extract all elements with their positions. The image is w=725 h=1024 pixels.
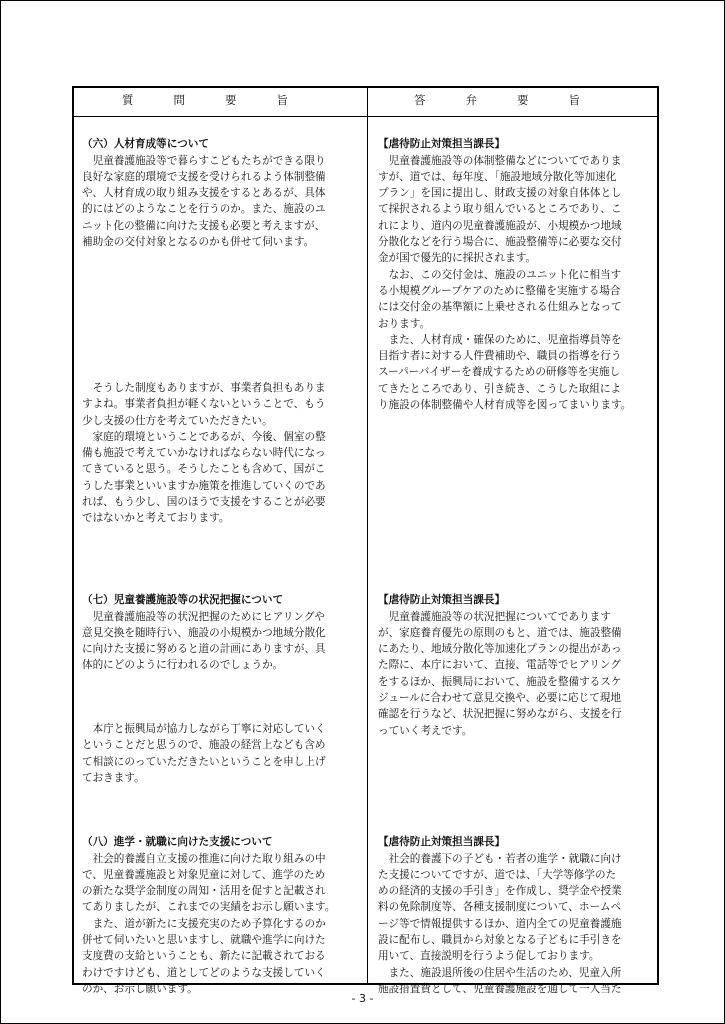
question-body: 児童養護施設等で暮らすこどもたちができる限り 良好な家庭的環境で支援を受けられるよう体制整備 や、人材育成の取り組み支援をするとあるが、具体 的にはどのようなことを行うのか。また、施設のユ ニット化の整備に向けた支援も必要と考えますが、 補助金の交付対象となるのかも併せて伺います。 <box>82 154 326 249</box>
question-column-header: 質問要旨 <box>122 93 328 107</box>
column-divider <box>367 88 368 983</box>
answer-title: 【虐待防止対策担当課長】 <box>378 138 506 151</box>
question-body: 社会的養護自立支援の推進に向けた取り組みの中 で、児童養護施設と対象児童に対して、進学のため の新たな奨学金制度の周知・活用を促すと記載され てありましたが、これまでの実績をお示し願います。 また、道が新たに支援充実のため予算化するのか 併せて伺いたいと思いますし、就職や進学に向けた 支度費の支給ということも、新たに記載されておる わけですけども、道としてどのような支援していく のか、お示し願います。 <box>82 852 336 995</box>
answer-block-8 <box>378 818 656 997</box>
question-block-8 <box>82 818 362 997</box>
answer-block-6 <box>378 120 656 413</box>
page-number: - 3 - <box>351 992 374 1005</box>
answer-body: 児童養護施設等の体制整備などについてでありま すが、道では、毎年度、「施設地域分散化等加速化 プラン」を国に提出し、財政支援の対象自体体とし て採択されるよう取り組んでいるところであり、こ れにより、道内の児童養護施設が、小規模かつ地域 分散化などを行う場合に、施設整備等に必要な交付 金が国で優先的に採択されます。 なお、この交付金は、施設のユニット化に相当す る小規模グループケアのために整備を実施する場合 には交付金の基準額に上乗せされる仕組みとなって おります。 また、人材育成・確保のために、児童指導員等を 目指す者に対する人件費補助や、職員の指導を行う スーパーバイザーを養成するための研修等を実施し てきたところであり、引き続き、こうした取組によ り施設の体制整備や人材育成等を図ってまいります。 <box>378 154 632 412</box>
answer-title: 【虐待防止対策担当課長】 <box>378 594 506 607</box>
question-followup-6: そうした制度もありますが、事業者負担もありま すよね。事業者負担が軽くないということで、もう 少し支援の仕方を考えていただきたい。 家庭的環境ということであるが、今後、個室の整 備も施設で考えていかなければならない時代になっ てきていると思う。そうしたことも含めて、国がこ うした事業といいますか施策を推進していくのであ れば、もう少し、国のほうで支援をすることが必要 ではないかと考えております。 <box>82 382 326 525</box>
answer-body: 児童養護施設等の状況把握についてであります が、家庭養育優先の原則のもと、道では、施設整備 にあたり、地域分散化等加速化プランの提出があっ た際に、本庁において、直接、電話等でヒアリング をするほか、振興局において、施設を整備するスケ ジュールに合わせて意見交換や、必要に応じて現地 確認を行うなど、状況把握に努めながら、支援を行 っていく考えです。 <box>378 610 622 737</box>
qa-table <box>72 86 659 995</box>
question-title: （六）人材育成等について <box>82 138 209 151</box>
question-title: （七）児童養護施設等の状況把握について <box>82 594 284 607</box>
answer-body: 社会的養護下の子ども・若者の進学・就職に向け た支援についてですが、道では、「大学等修学のた めの経済的支援の手引き」を作成し、奨学金や授業 料の免除制度等、各種支援制度について、ホームペ ージ等で情報提供するほか、道内全ての児童養護施 設に配布し、職員から対象となる子どもに手引きを 用いて、直接説明を行うよう促しております。 また、施設退所後の住居や生活のため、児童入所 施設措置費として、児童養護施設を通して一人当た <box>378 852 622 995</box>
answer-column-header: 答弁要旨 <box>414 93 620 107</box>
answer-title: 【虐待防止対策担当課長】 <box>378 836 506 849</box>
question-followup-7: 本庁と振興局が協力しながら丁寧に対応していく ということだと思うので、施設の経営上なども含め て相談にのっていただきたいということを申し上げ ておきます。 <box>82 723 326 784</box>
header-divider <box>74 116 657 117</box>
question-block-7 <box>82 576 362 674</box>
question-title: （八）進学・就職に向けた支援について <box>82 836 273 849</box>
question-block-6 <box>82 120 362 250</box>
question-body: 児童養護施設等の状況把握のためにヒアリングや 意見交換を随時行い、施設の小規模かつ地域分散化 に向けた支援に努めると道の計画にありますが、具 体的にどのように行われるのでしょうか。 <box>82 610 326 672</box>
answer-block-7 <box>378 576 656 739</box>
